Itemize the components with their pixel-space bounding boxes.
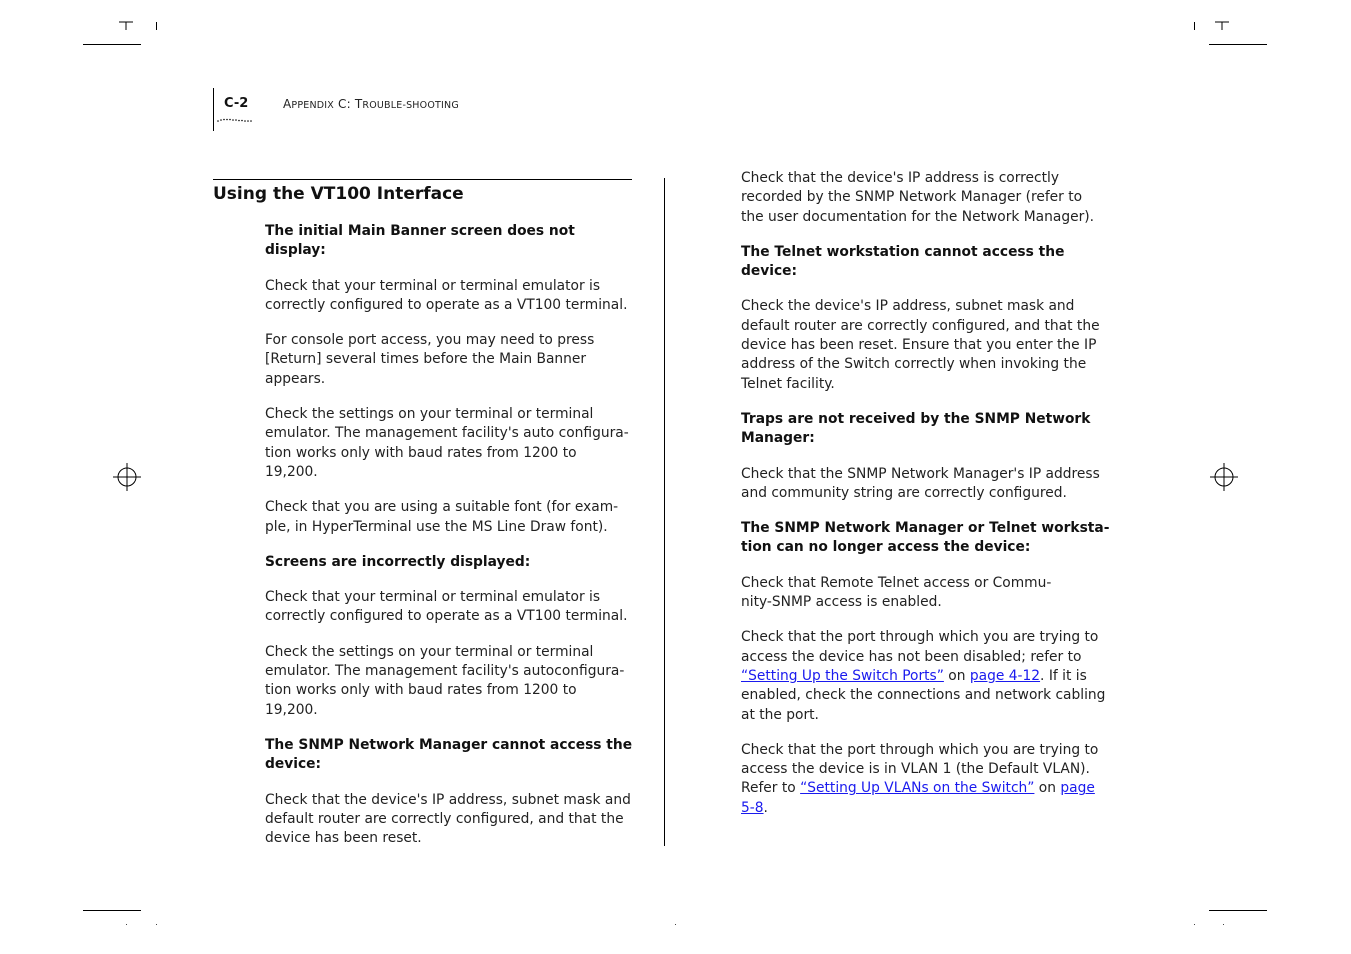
text-line: tion works only with baud rates from 1200 to xyxy=(265,444,577,461)
text-line: Check that the port through which you are trying to xyxy=(741,629,1099,646)
bottom-dot xyxy=(156,924,157,925)
text-line: tion works only with baud rates from 1200 to xyxy=(265,682,577,699)
heading-line: device: xyxy=(741,263,798,280)
link-setting-up-switch-ports[interactable]: “Setting Up the Switch Ports” xyxy=(741,667,944,684)
paragraph xyxy=(741,169,1113,227)
registration-mark-top-right xyxy=(1215,17,1229,31)
text-line: Check the settings on your terminal or terminal xyxy=(265,643,594,660)
text-line: Check that the device's IP address is correctly xyxy=(741,170,1060,186)
heading-line: The SNMP Network Manager cannot access the xyxy=(265,736,633,753)
paragraph xyxy=(265,498,637,537)
heading-line: The initial Main Banner screen does not xyxy=(265,223,575,239)
problem-heading xyxy=(265,736,637,775)
bottom-dot xyxy=(1194,924,1195,925)
text-line: and community string are correctly configured. xyxy=(741,484,1067,501)
problem-heading xyxy=(265,553,637,572)
text-line: access the device is in VLAN 1 (the Default VLAN). xyxy=(741,761,1090,778)
crosshair-mark-left xyxy=(113,463,141,491)
paragraph xyxy=(265,643,637,720)
link-page-5-8[interactable]: page xyxy=(1060,780,1095,797)
text-line: Check that the port through which you are trying to xyxy=(741,741,1099,758)
text-line: recorded by the SNMP Network Manager (refer to xyxy=(741,189,1083,206)
running-head-part: ROUBLE-SHOOTING xyxy=(362,100,459,111)
paragraph xyxy=(265,791,637,849)
heading-line: tion can no longer access the device: xyxy=(741,539,1031,556)
text-fragment: on xyxy=(1034,780,1061,797)
text-line: appears. xyxy=(265,370,326,387)
text-line: nity-SNMP access is enabled. xyxy=(741,594,942,611)
crosshair-mark-right xyxy=(1210,463,1238,491)
text-line: Check that your terminal or terminal emulator is xyxy=(265,589,601,606)
column-divider xyxy=(664,178,665,846)
text-fragment: . xyxy=(763,799,768,816)
problem-heading xyxy=(741,519,1113,558)
heading-line: Traps are not received by the SNMP Network xyxy=(741,410,1091,427)
text-line: Check the device's IP address, subnet mask and xyxy=(741,298,1075,315)
heading-line: Screens are incorrectly displayed: xyxy=(265,553,531,570)
section-title: Using the VT100 Interface xyxy=(213,184,464,204)
running-head-part: PPENDIX xyxy=(291,100,335,111)
bottom-dot xyxy=(1223,924,1224,925)
crop-mark-top-left xyxy=(83,44,141,45)
heading-line: The Telnet workstation cannot access the xyxy=(741,243,1065,260)
problem-heading xyxy=(265,222,637,261)
running-head-part: T xyxy=(354,97,363,111)
paragraph xyxy=(741,741,1113,818)
bottom-dot xyxy=(675,924,676,925)
link-page-5-8[interactable]: 5-8 xyxy=(741,799,764,816)
paragraph xyxy=(265,588,637,627)
paragraph xyxy=(741,574,1113,613)
text-fragment: Refer to xyxy=(741,780,801,797)
bottom-dot xyxy=(126,924,127,925)
text-line: device has been reset. xyxy=(265,830,422,847)
crop-mark-top-right xyxy=(1209,44,1267,45)
right-column xyxy=(741,169,1113,818)
problem-heading xyxy=(741,243,1113,282)
text-line: enabled, check the connections and network cabling xyxy=(741,687,1106,704)
text-line: default router are correctly configured, and that the xyxy=(265,810,624,827)
registration-mark-top-left xyxy=(119,17,133,31)
heading-line: display: xyxy=(265,242,326,259)
crop-mark-bottom-right xyxy=(1209,910,1267,911)
text-line: the user documentation for the Network Manager). xyxy=(741,208,1095,225)
text-line: Telnet facility. xyxy=(741,375,835,392)
text-line: 19,200. xyxy=(265,701,318,718)
text-line: emulator. The management facility's autoconfigura- xyxy=(265,663,625,680)
text-line: Check that the device's IP address, subnet mask and xyxy=(265,791,631,808)
page-number-bracket xyxy=(213,88,214,131)
heading-line: device: xyxy=(265,756,322,773)
text-line: [Return] several times before the Main Banner xyxy=(265,351,587,368)
running-head-part: C: xyxy=(334,97,355,111)
text-line: default router are correctly configured, and that the xyxy=(741,317,1100,334)
text-line: device has been reset. Ensure that you enter the IP xyxy=(741,337,1097,354)
text-line: correctly configured to operate as a VT100 terminal. xyxy=(265,608,628,625)
problem-heading xyxy=(741,410,1113,449)
link-setting-up-vlans[interactable]: “Setting Up VLANs on the Switch” xyxy=(800,780,1035,797)
text-line: Check the settings on your terminal or terminal xyxy=(265,406,594,423)
page-number: C-2 xyxy=(224,96,249,111)
running-head xyxy=(283,97,459,111)
tick-mark-top-right xyxy=(1194,22,1195,30)
text-line: emulator. The management facility's auto configura- xyxy=(265,425,629,442)
text-fragment: on xyxy=(943,667,970,684)
text-line: access the device has not been disabled; refer to xyxy=(741,648,1082,665)
text-line: Check that your terminal or terminal emulator is xyxy=(265,277,601,294)
paragraph xyxy=(741,465,1113,504)
running-head-part: A xyxy=(283,97,292,111)
text-line: Check that Remote Telnet access or Commu- xyxy=(741,574,1052,591)
section-rule xyxy=(213,179,632,180)
paragraph xyxy=(265,331,637,389)
link-page-4-12[interactable]: page 4-12 xyxy=(969,667,1041,684)
text-line: Check that the SNMP Network Manager's IP address xyxy=(741,465,1100,482)
text-line: 19,200. xyxy=(265,463,318,480)
left-column xyxy=(265,222,637,848)
text-line: correctly configured to operate as a VT100 terminal. xyxy=(265,296,628,313)
crop-mark-bottom-left xyxy=(83,910,141,911)
paragraph xyxy=(741,297,1113,393)
paragraph xyxy=(741,628,1113,724)
text-line: address of the Switch correctly when invoking the xyxy=(741,356,1087,373)
paragraph xyxy=(265,277,637,316)
paragraph xyxy=(265,405,637,482)
text-line: ple, in HyperTerminal use the MS Line Draw font). xyxy=(265,518,608,535)
text-line: Check that you are using a suitable font (for exam- xyxy=(265,499,619,516)
heading-line: Manager: xyxy=(741,430,815,447)
text-line: at the port. xyxy=(741,706,819,723)
tick-mark-top-left xyxy=(156,22,157,30)
text-fragment: . If it is xyxy=(1040,667,1087,684)
text-line: For console port access, you may need to press xyxy=(265,332,595,349)
heading-line: The SNMP Network Manager or Telnet worksta- xyxy=(741,520,1110,537)
dotted-ornament xyxy=(216,117,254,123)
